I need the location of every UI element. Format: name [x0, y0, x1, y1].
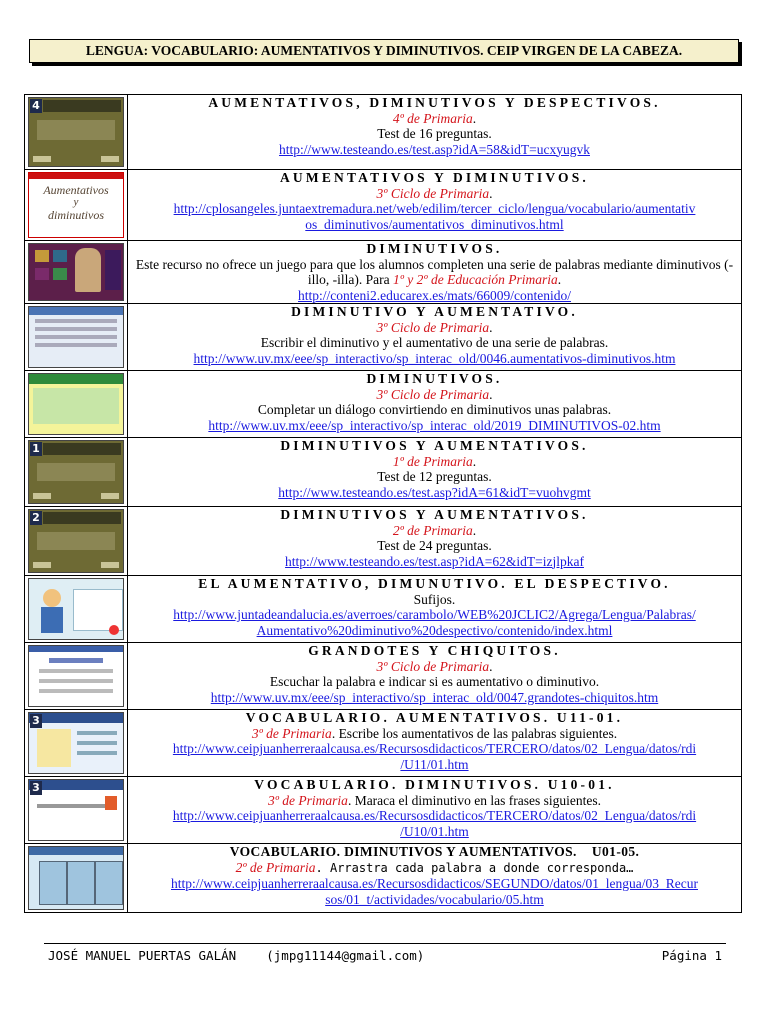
thumbnail-cell: [25, 844, 128, 913]
level-suffix: .: [489, 185, 493, 201]
vocabulario-thumbnail[interactable]: [28, 779, 124, 841]
number-badge: 1: [30, 442, 42, 456]
quiz-thumbnail[interactable]: [28, 440, 124, 504]
vocabulario-thumbnail[interactable]: [28, 712, 124, 774]
resource-title: EL AUMENTATIVO, DIMUNUTIVO. EL DESPECTIVO.: [198, 576, 671, 591]
resource-title: DIMINUTIVOS.: [366, 371, 503, 386]
resource-level: 3º de Primaria: [268, 792, 348, 808]
resource-link[interactable]: http://www.uv.mx/eee/sp_interactivo/sp_interac_old/0046.aumentativos-diminutivos.htm: [193, 350, 676, 366]
resource-description: Escuchar la palabra e indicar si es aumentativo o diminutivo.: [269, 674, 600, 689]
quiz-thumbnail[interactable]: [28, 509, 124, 573]
number-badge: 3: [30, 714, 42, 728]
resource-level: 3º Ciclo de Primaria: [376, 185, 490, 201]
character-lesson-thumbnail[interactable]: [28, 578, 124, 640]
thumbnail-cell: [25, 507, 128, 576]
link-line-1: http://www.ceipjuanherreraalcausa.es/Recursosdidacticos/TERCERO/datos/02_Lengua/datos/rdi: [172, 808, 697, 823]
table-row: [25, 710, 742, 777]
resource-description: Completar un diálogo convirtiendo en diminutivos unas palabras.: [257, 402, 612, 417]
resource-description: Test de 12 preguntas.: [377, 469, 492, 484]
resource-level: 2º de Primaria: [392, 522, 473, 538]
resource-title: VOCABULARIO. DIMINUTIVOS Y AUMENTATIVOS. U01-05.: [229, 844, 640, 859]
table-row: [25, 241, 742, 304]
number-badge: 3: [30, 781, 42, 795]
level-suffix: .: [472, 522, 477, 538]
level-suffix: .: [472, 453, 477, 469]
resource-description: Test de 16 preguntas.: [377, 126, 492, 141]
resource-level: 3º Ciclo de Primaria: [376, 386, 490, 402]
title-card-thumbnail[interactable]: [28, 172, 124, 238]
resource-description: Sufijos.: [413, 591, 456, 607]
resource-description: Test de 24 preguntas.: [377, 538, 492, 553]
level-suffix: .: [489, 386, 493, 402]
resource-link[interactable]: http://www.testeando.es/test.asp?idA=62&idT=izjlpkaf: [285, 553, 584, 569]
table-row: [25, 170, 742, 241]
table-row: [25, 643, 742, 710]
resource-description: . Arrastra cada palabra a donde corresponda…: [315, 860, 634, 875]
thumb-text-diminutivos: diminutivos: [48, 208, 104, 222]
resource-link[interactable]: http://www.testeando.es/test.asp?idA=58&idT=ucxyugvk: [279, 141, 590, 157]
thumbnail-cell: [25, 777, 128, 844]
thumb-text-y: y: [73, 196, 79, 208]
resource-info: [128, 710, 742, 777]
drag-drop-thumbnail[interactable]: [28, 846, 124, 910]
resource-link[interactable]: http://www.testeando.es/test.asp?idA=61&idT=vuohvgmt: [278, 484, 591, 500]
thumbnail-cell: [25, 304, 128, 371]
resource-description: . Maraca el diminutivo en las frases siguientes.: [347, 792, 601, 808]
resource-level: 3º de Primaria: [251, 725, 332, 741]
resource-link[interactable]: http://conteni2.educarex.es/mats/66009/contenido/: [298, 287, 571, 303]
link-line-1: http://cplosangeles.juntaextremadura.net/web/edilim/tercer_ciclo/lengua/vocabulario/aumentativ: [173, 201, 696, 216]
number-badge: 4: [30, 99, 42, 113]
page-header-title: LENGUA: VOCABULARIO: AUMENTATIVOS Y DIMINUTIVOS. CEIP VIRGEN DE LA CABEZA.: [29, 39, 739, 63]
resource-link[interactable]: [173, 808, 696, 839]
resource-description: Escribir el diminutivo y el aumentativo de una serie de palabras.: [260, 335, 609, 350]
number-badge: 2: [30, 511, 42, 525]
resource-description: Este recurso no ofrece un juego para que los alumnos completen una serie de palabras mediante diminutivos (-illo, -illa). Para: [135, 256, 734, 287]
resources-table: [24, 94, 742, 913]
quiz-thumbnail[interactable]: [28, 97, 124, 167]
resource-info: [128, 844, 742, 913]
link-line-1: http://www.ceipjuanherreraalcausa.es/Recursosdidacticos/TERCERO/datos/02_Lengua/datos/rdi: [172, 741, 697, 756]
audio-quiz-thumbnail[interactable]: [28, 645, 124, 707]
thumbnail-cell: [25, 576, 128, 643]
resource-link[interactable]: [174, 201, 696, 232]
resource-info: [128, 777, 742, 844]
thumbnail-cell: [25, 241, 128, 304]
resource-title: VOCABULARIO. DIMINUTIVOS. U10-01.: [254, 777, 615, 792]
resource-title: DIMINUTIVOS Y AUMENTATIVOS.: [280, 438, 589, 453]
thumbnail-cell: [25, 710, 128, 777]
table-row: [25, 371, 742, 438]
resource-title: GRANDOTES Y CHIQUITOS.: [308, 643, 561, 658]
resource-level: 3º Ciclo de Primaria: [376, 658, 490, 674]
thumbnail-cell: [25, 438, 128, 507]
thumbnail-cell: [25, 643, 128, 710]
resource-info: [128, 170, 742, 241]
resource-description: . Escribe los aumentativos de las palabras siguientes.: [331, 725, 618, 741]
thumbnail-cell: [25, 95, 128, 170]
page-footer: [44, 943, 726, 963]
resource-info: [128, 241, 742, 304]
link-line-2: os_diminutivos/aumentativos_diminutivos.html: [305, 216, 564, 232]
table-row: [25, 438, 742, 507]
table-row: [25, 507, 742, 576]
link-line-1: http://www.juntadeandalucia.es/averroes/carambolo/WEB%20JCLIC2/Agrega/Lengua/Palabras/: [173, 607, 696, 622]
footer-page-number: Página 1: [661, 948, 722, 963]
table-row: [25, 576, 742, 643]
resource-info: [128, 95, 742, 170]
resource-title: AUMENTATIVOS Y DIMINUTIVOS.: [279, 170, 589, 185]
resource-link[interactable]: [173, 607, 695, 638]
resource-title: DIMINUTIVOS Y AUMENTATIVOS.: [280, 507, 589, 522]
thumb-text-aumentativos: Aumentativos: [43, 183, 109, 197]
resource-level: 4º de Primaria: [392, 110, 473, 126]
resource-info: [128, 507, 742, 576]
resource-title: VOCABULARIO. AUMENTATIVOS. U11-01.: [245, 710, 624, 725]
resource-info: [128, 304, 742, 371]
resource-level: 1º y 2º de Educación Primaria: [393, 272, 558, 287]
resource-title: DIMINUTIVO Y AUMENTATIVO.: [291, 304, 578, 319]
resource-link[interactable]: http://www.uv.mx/eee/sp_interactivo/sp_interac_old/0047.grandotes-chiquitos.htm: [210, 689, 659, 705]
thumbnail-cell: [25, 170, 128, 241]
resource-info: [128, 576, 742, 643]
resource-info: [128, 371, 742, 438]
link-line-2: /U10/01.htm: [400, 823, 469, 839]
dialog-exercise-thumbnail[interactable]: [28, 373, 124, 435]
link-line-2: Aumentativo%20diminutivo%20despectivo/contenido/index.html: [256, 622, 613, 638]
level-suffix: .: [472, 110, 477, 126]
level-suffix: .: [489, 658, 493, 674]
game-board-thumbnail[interactable]: [28, 243, 124, 301]
resource-link[interactable]: http://www.uv.mx/eee/sp_interactivo/sp_interac_old/2019_DIMINUTIVOS-02.htm: [208, 417, 661, 433]
resource-level: 1º de Primaria: [392, 453, 473, 469]
thumbnail-cell: [25, 371, 128, 438]
exercise-thumbnail[interactable]: [28, 306, 124, 368]
resource-title: AUMENTATIVOS, DIMINUTIVOS Y DESPECTIVOS.: [208, 95, 661, 110]
resource-title: DIMINUTIVOS.: [366, 241, 503, 256]
level-suffix: .: [489, 319, 493, 335]
resource-level: 3º Ciclo de Primaria: [376, 319, 490, 335]
link-line-2: /U11/01.htm: [400, 756, 469, 772]
footer-author: JOSÉ MANUEL PUERTAS GALÁN (jmpg11144@gmail.com): [48, 948, 425, 963]
link-line-2: sos/01_t/actividades/vocabulario/05.htm: [325, 891, 544, 907]
link-line-1: http://www.ceipjuanherreraalcausa.es/Recursosdidacticos/SEGUNDO/datos/01_lengua/03_Recur: [171, 876, 698, 891]
table-row: [25, 844, 742, 913]
resource-link[interactable]: [171, 876, 698, 907]
table-row: [25, 95, 742, 170]
resource-link[interactable]: [173, 741, 696, 772]
resource-info: [128, 643, 742, 710]
resource-level: 2º de Primaria: [235, 859, 316, 875]
table-row: [25, 304, 742, 371]
level-suffix: .: [557, 272, 562, 287]
resource-info: [128, 438, 742, 507]
table-row: [25, 777, 742, 844]
